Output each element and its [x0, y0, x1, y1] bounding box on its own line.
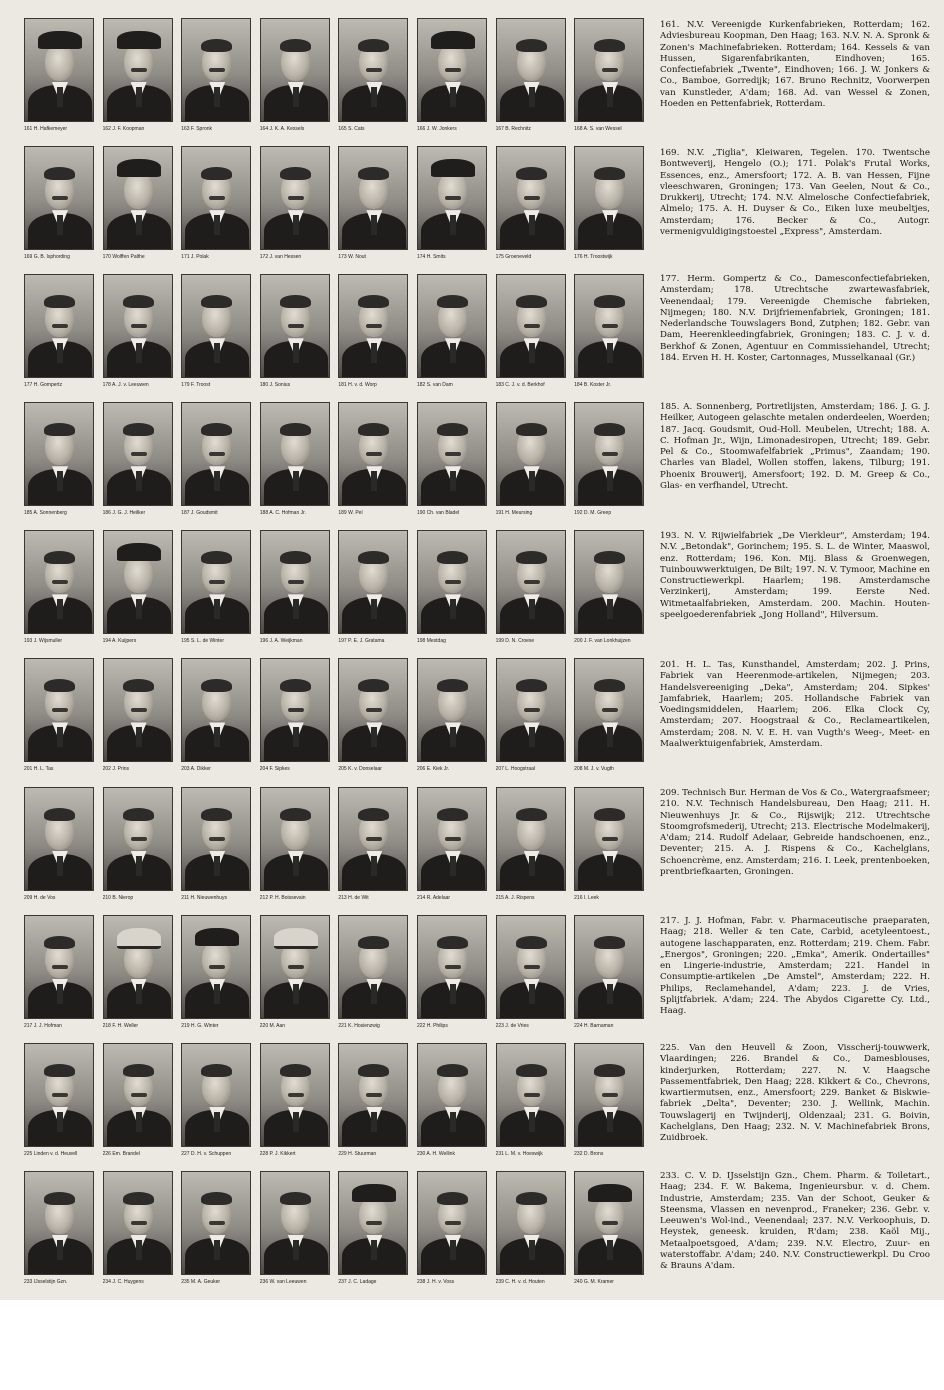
portrait	[574, 274, 644, 391]
portrait-photo	[338, 787, 408, 891]
portrait-photo	[260, 1043, 330, 1147]
portrait-caption: 233 IJsselstijn Gzn.	[24, 1278, 68, 1285]
company-entry: 201. H. L. Tas, Kunsthandel, Amsterdam; 202. J. Prins, Fabriek van Heerenmode-artikelen, Nijmegen; 203. Handelsvereeniging „Deka", Amsterdam; 204. Sipkes' Jamfabriek, Haarlem; 205. Hollandsche Fabriek van Voedingsmiddelen, Haarlem; 206. Elka Clock Cy, Amsterdam; 207. Hoogstraal & Co., Reclameartikelen, Amsterdam; 208. N. V. E. H. van Vugth's Weeg-, Meet- en Maalwerktuigenfabriek, Amsterdam.	[660, 660, 930, 750]
portrait	[417, 18, 487, 135]
portrait-caption: 171 J. Polak	[181, 254, 209, 261]
portrait	[496, 18, 566, 135]
portrait-photo	[574, 146, 644, 250]
portrait	[574, 18, 644, 135]
portrait-photo	[496, 787, 566, 891]
portrait-caption: 235 M. A. Geuker	[181, 1278, 221, 1285]
company-entry: 185. A. Sonnenberg, Portretlijsten, Amsterdam; 186. J. G. J. Heilker, Autogeen gelaschte metalen onderdeelen, Woerden; 187. Jacq. Goudsmit, Oud-Holl. Meubelen, Utrecht; 188. A. C. Hofman Jr., Wijn, Limonadesiropen, Utrecht; 189. Gebr. Pel & Co., Stoomwafelfabriek „Primus", Zaandam; 190. Charles van Bladel, Wollen stoffen, lakens, Tilburg; 191. Phoenix Brouwerij, Amersfoort; 192. D. M. Greep & Co., Glas- en verfhandel, Utrecht.	[660, 402, 930, 492]
portrait	[181, 1171, 251, 1288]
portrait-grid	[24, 18, 644, 1288]
company-entry: 217. J. J. Hofman, Fabr. v. Pharmaceutische praeparaten, Haag; 218. Weller & ten Cate, Carbid, acetyleentoest., autogene laschapparaten, enz. Rotterdam; 219. Chem. Fabr. „Energos", Groningen; 220. „Emka", Amerik. Ondertailles" en Lingerie-industrie, Amsterdam; 221. Handel in Consumptie-artikelen „De Amstel", Amsterdam; 222. H. Philips, Reclamehandel, A'dam; 223. J. de Vries, Splijtfabriek. A'dam; 224. The Abydos Cigarette Cy. Ltd., Haag.	[660, 916, 930, 1017]
portrait	[496, 1043, 566, 1160]
portrait-photo	[260, 1171, 330, 1275]
portrait	[181, 18, 251, 135]
portrait-photo	[24, 1171, 94, 1275]
portrait	[103, 915, 173, 1032]
portrait-caption: 185 A. Sonnenberg	[24, 510, 67, 517]
portrait	[24, 402, 94, 519]
portrait-photo	[574, 530, 644, 634]
portrait-photo	[103, 530, 173, 634]
portrait-caption: 218 F. H. Weller	[102, 1022, 139, 1029]
portrait-photo	[260, 787, 330, 891]
portrait-photo	[24, 915, 94, 1019]
portrait-photo	[338, 658, 408, 762]
portrait	[24, 530, 94, 647]
portrait-caption: 226 Em. Brandel	[102, 1150, 140, 1157]
portrait	[181, 146, 251, 263]
portrait-caption: 190 Ch. van Bladel	[416, 510, 460, 517]
portrait-caption: 237 J. C. Ladage	[338, 1278, 377, 1285]
portrait-photo	[181, 915, 251, 1019]
portrait-caption: 217 J. J. Hofman	[24, 1022, 62, 1029]
portrait	[338, 658, 408, 775]
portrait-caption: 238 J. H. v. Voss	[416, 1278, 455, 1285]
portrait-caption: 224 H. Barnaman	[574, 1022, 614, 1029]
portrait-photo	[338, 274, 408, 378]
portrait	[260, 18, 330, 135]
portrait-caption: 211 H. Nieuwenhuys	[181, 894, 227, 901]
portrait-caption: 212 P. H. Boissevain	[259, 894, 306, 901]
portrait-caption: 181 H. v. d. Worp	[338, 382, 377, 389]
portrait-photo	[103, 915, 173, 1019]
portrait	[338, 915, 408, 1032]
portrait	[24, 915, 94, 1032]
portrait-photo	[574, 915, 644, 1019]
portrait-photo	[103, 1171, 173, 1275]
portrait-photo	[417, 402, 487, 506]
portrait-caption: 221 K. Hosienzwig	[338, 1022, 380, 1029]
portrait	[496, 530, 566, 647]
portrait-caption: 208 M. J. v. Vugth	[574, 766, 614, 773]
portrait	[103, 1171, 173, 1288]
portrait-caption: 198 Mestdag	[416, 638, 446, 645]
portrait	[103, 1043, 173, 1160]
portrait	[103, 146, 173, 263]
portrait-photo	[338, 402, 408, 506]
portrait-caption: 213 H. de Wit	[338, 894, 369, 901]
portrait-photo	[338, 915, 408, 1019]
portrait-photo	[181, 1171, 251, 1275]
portrait	[103, 402, 173, 519]
portrait-caption: 186 J. G. J. Heilker	[102, 510, 146, 517]
portrait-photo	[103, 274, 173, 378]
portrait	[417, 915, 487, 1032]
portrait-photo	[260, 18, 330, 122]
portrait	[260, 530, 330, 647]
portrait-caption: 223 J. de Vries	[495, 1022, 529, 1029]
portrait-photo	[181, 530, 251, 634]
portrait	[260, 915, 330, 1032]
company-entry: 169. N.V. „Tiglia", Kleiwaren, Tegelen. 170. Twentsche Bontweverij, Hengelo (O.); 171. Polak's Frutal Works, Essences, enz., Amersfoort; 172. A. B. van Hessen, Fijne vleeschwaren, Groningen; 173. Van Geelen, Nout & Co., Drukkerij, Utrecht; 174. N.V. Almelosche Confectiefabriek, Almelo; 175. A. H. Duyser & Co., Eiken luxe meubeltjes, Amsterdam; 176. Becker & Co., Autogr. vermenigvuldigingstoestel „Express", Amsterdam.	[660, 148, 930, 238]
portrait	[260, 146, 330, 263]
portrait-photo	[496, 18, 566, 122]
portrait-caption: 173 W. Nout	[338, 254, 366, 261]
portrait-caption: 164 J. K. A. Kessels	[259, 126, 305, 132]
portrait-caption: 207 L. Hoogstraal	[495, 766, 536, 773]
portrait-caption: 210 B. Nierop	[102, 894, 134, 901]
portrait-caption: 205 K. v. Donselaar	[338, 766, 382, 773]
portrait	[181, 274, 251, 391]
portrait	[574, 658, 644, 775]
portrait-caption: 194 A. Kuijpers	[102, 638, 137, 645]
portrait-caption: 189 W. Pel	[338, 510, 363, 517]
portrait	[496, 402, 566, 519]
portrait	[496, 787, 566, 904]
portrait-caption: 183 C. J. v. d. Berkhof	[495, 382, 545, 389]
portrait	[574, 146, 644, 263]
portrait	[24, 787, 94, 904]
portrait	[24, 18, 94, 135]
portrait	[260, 787, 330, 904]
portrait-photo	[338, 1171, 408, 1275]
portrait	[417, 787, 487, 904]
portrait-photo	[181, 658, 251, 762]
portrait-caption: 220 M. Aan	[259, 1022, 286, 1029]
portrait-photo	[496, 530, 566, 634]
portrait-photo	[417, 146, 487, 250]
portrait-caption: 216 I. Leek	[574, 894, 599, 901]
portrait-caption: 188 A. C. Hofman Jr.	[259, 510, 306, 517]
portrait-caption: 178 A. J. v. Leeuwen	[102, 382, 149, 389]
portrait-caption: 174 H. Smits	[416, 254, 446, 261]
portrait-photo	[24, 146, 94, 250]
portrait	[417, 1043, 487, 1160]
portrait-caption: 234 J. C. Huygens	[102, 1278, 144, 1285]
portrait-photo	[574, 18, 644, 122]
portrait-photo	[338, 1043, 408, 1147]
portrait-photo	[181, 787, 251, 891]
portrait-caption: 200 J. F. van Lonkhuijzen	[574, 638, 631, 645]
portrait-photo	[24, 274, 94, 378]
portrait-caption: 202 J. Prins	[102, 766, 129, 773]
portrait	[181, 1043, 251, 1160]
portrait-caption: 214 R. Adelaar	[416, 894, 451, 901]
portrait-caption: 231 L. M. v. Hoeswijk	[495, 1150, 543, 1157]
portrait	[574, 1171, 644, 1288]
portrait-caption: 182 S. van Dam	[416, 382, 453, 389]
portrait-caption: 215 A. J. Rispens	[495, 894, 535, 901]
portrait-photo	[181, 18, 251, 122]
portrait	[417, 274, 487, 391]
portrait-caption: 172 J. van Hessen	[259, 254, 302, 261]
portrait-caption: 165 S. Cats	[338, 126, 365, 132]
portrait-photo	[574, 274, 644, 378]
portrait-photo	[496, 1171, 566, 1275]
portrait-caption: 201 H. L. Tas	[24, 766, 54, 773]
portrait	[24, 274, 94, 391]
portrait-photo	[260, 274, 330, 378]
portrait-caption: 197 P. E. J. Gratama	[338, 638, 385, 645]
portrait-caption: 176 H. Troostwijk	[574, 254, 613, 261]
portrait-photo	[260, 402, 330, 506]
company-entry: 177. Herm. Gompertz & Co., Damesconfectiefabrieken, Amsterdam; 178. Utrechtsche zwartewasfabriek, Veenendaal; 179. Vereenigde Chemische fabrieken, Nijmegen; 180. N.V. Drijfriemenfabriek, Groningen; 181. Nederlandsche Touwslagers Bond, Zutphen; 182. Gebr. van Dam, Heerenkleedingfabriek, Groningen; 183. C. J. v. d. Berkhof & Zonen, Agentuur en Commissiehandel, Utrecht; 184. Erven H. H. Koster, Cartonnages, Musselkanaal (Gr.)	[660, 274, 930, 364]
portrait-caption: 225 Linden v. d. Heuvell	[24, 1150, 78, 1157]
portrait-caption: 229 H. Stuurman	[338, 1150, 377, 1157]
portrait	[496, 1171, 566, 1288]
portrait-caption: 184 B. Koster Jr.	[574, 382, 612, 389]
portrait-caption: 166 J. W. Jonkers	[416, 126, 457, 132]
portrait-photo	[260, 658, 330, 762]
portrait	[181, 530, 251, 647]
portrait-caption: 167 B. Rechnitz	[495, 126, 531, 132]
portrait-photo	[181, 402, 251, 506]
portrait-photo	[574, 402, 644, 506]
portrait-photo	[496, 915, 566, 1019]
portrait-photo	[103, 18, 173, 122]
portrait-photo	[496, 274, 566, 378]
portrait-caption: 199 D. N. Croese	[495, 638, 535, 645]
portrait-caption: 195 S. L. de Winter	[181, 638, 224, 645]
portrait	[338, 1043, 408, 1160]
portrait-photo	[496, 658, 566, 762]
portrait-caption: 227 D. H. v. Schuppen	[181, 1150, 232, 1157]
portrait-photo	[417, 1171, 487, 1275]
portrait	[260, 402, 330, 519]
portrait-photo	[24, 658, 94, 762]
portrait-photo	[260, 915, 330, 1019]
portrait	[496, 146, 566, 263]
portrait-photo	[181, 1043, 251, 1147]
portrait	[338, 1171, 408, 1288]
portrait-photo	[417, 787, 487, 891]
portrait-photo	[103, 658, 173, 762]
portrait	[574, 915, 644, 1032]
portrait-caption: 192 D. M. Greep	[574, 510, 612, 517]
portrait-caption: 209 H. de Vos	[24, 894, 56, 901]
portrait-caption: 239 C. H. v. d. Houten	[495, 1278, 545, 1285]
portrait-photo	[496, 402, 566, 506]
portrait	[103, 787, 173, 904]
portrait-photo	[24, 18, 94, 122]
portrait-caption: 187 J. Goudsmit	[181, 510, 218, 517]
portrait-caption: 206 E. Kiek Jr.	[416, 766, 450, 773]
portrait-photo	[338, 18, 408, 122]
portrait-photo	[417, 530, 487, 634]
company-entry: 193. N. V. Rijwielfabriek „De Vierkleur", Amsterdam; 194. N.V. „Betondak", Gorinchem; 195. S. L. de Winter, Maaswol, enz. Rotterdam; 196. Kon. Mij. Blass & Groenwegen, Tuinbouwwerktuigen, De Bilt; 197. N. V. Tymoor, Machine en Constructiewerkpl. Haarlem; 198. Amsterdamsche Verzinkerij, Amsterdam; 199. Eerste Ned. Witmetaalfabrieken, Amsterdam. 200. Machin. Houten-speelgoederenfabriek „Jong Holland", Hilversum.	[660, 531, 930, 621]
portrait-caption: 169 G. B. Isphording	[24, 254, 70, 261]
portrait-photo	[496, 1043, 566, 1147]
portrait	[574, 1043, 644, 1160]
portrait-photo	[260, 530, 330, 634]
portrait-photo	[338, 530, 408, 634]
portrait	[338, 18, 408, 135]
portrait	[496, 915, 566, 1032]
portrait-photo	[181, 274, 251, 378]
portrait-caption: 179 F. Troost	[181, 382, 211, 389]
portrait	[181, 915, 251, 1032]
portrait	[103, 530, 173, 647]
portrait	[24, 1171, 94, 1288]
portrait	[417, 402, 487, 519]
portrait-caption: 240 G. M. Kramer	[574, 1278, 614, 1285]
portrait-photo	[574, 1043, 644, 1147]
portrait-caption: 222 H. Philips	[416, 1022, 448, 1029]
portrait	[260, 658, 330, 775]
portrait	[574, 402, 644, 519]
portrait-caption: 163 F. Spronk	[181, 126, 213, 132]
portrait-caption: 170 Wolffen Palthe	[102, 254, 145, 261]
portrait	[260, 1171, 330, 1288]
portrait-caption: 161 H. Hafkemeyer	[24, 126, 68, 132]
portrait-caption: 230 A. H. Wellink	[416, 1150, 455, 1157]
portrait	[24, 1043, 94, 1160]
portrait	[417, 1171, 487, 1288]
portrait	[181, 658, 251, 775]
portrait-caption: 204 F. Sipkes	[259, 766, 290, 773]
portrait	[103, 658, 173, 775]
portrait	[103, 18, 173, 135]
portrait-caption: 177 H. Gompertz	[24, 382, 63, 389]
portrait-photo	[417, 1043, 487, 1147]
portrait-caption: 219 H. G. Winter	[181, 1022, 219, 1029]
portrait	[417, 530, 487, 647]
portrait	[338, 787, 408, 904]
portrait-photo	[417, 915, 487, 1019]
company-entry: 225. Van den Heuvell & Zoon, Visscherij-touwwerk, Vlaardingen; 226. Brandel & Co., Damesblouses, kinderjurken, Rotterdam; 227. N. V. Haagsche Passementfabriek, Den Haag; 228. Kikkert & Co., Chevrons, kwartiermutsen, enz., Amersfoort; 229. Banket & Biskwie-fabriek „Delta", Deventer; 230. J. Wellink, Machin. Touwslagerij en Twijnderij, Oldenzaal; 231. G. Boivin, Kachelglans, Den Haag; 232. N. V. Machinefabriek Brons, Zuidbroek.	[660, 1043, 930, 1144]
portrait	[417, 146, 487, 263]
portrait-caption: 196 J. A. Weijkman	[259, 638, 303, 645]
portrait-photo	[417, 274, 487, 378]
portrait-caption: 180 J. Sonius	[259, 382, 291, 389]
portrait	[181, 402, 251, 519]
portrait-photo	[496, 146, 566, 250]
portrait-caption: 168 A. S. van Wessel	[574, 126, 622, 132]
portrait	[260, 1043, 330, 1160]
portrait	[338, 402, 408, 519]
portrait-photo	[417, 18, 487, 122]
portrait-photo	[574, 1171, 644, 1275]
portrait-caption: 228 P. J. Kikkert	[259, 1150, 296, 1157]
company-entry: 233. C. V. D. IJsselstijn Gzn., Chem. Pharm. & Toiletart., Haag; 234. F. W. Bakema, Ingenieursbur. v. d. Chem. Industrie, Amsterdam; 235. Van der Schoot, Geuker & Steensma, Vlassen en nevenprod., Franeker; 236. Gebr. v. Leeuwen's Wol-ind., Veenendaal; 237. N.V. Verkoophuis, D. Heystek, geneesk. kruiden, R'dam; 238. Kaöl Mij., Metaalpoetsgoed, A'dam; 239. N.V. Electro, Zuur- en waterstoffabr. A'dam; 240. N.V. Constructiewerkpl. Du Croo & Brauns A'dam.	[660, 1171, 930, 1272]
portrait-photo	[417, 658, 487, 762]
portrait-photo	[103, 787, 173, 891]
portrait-caption: 236 W. van Leeuwen	[259, 1278, 307, 1285]
portrait	[496, 658, 566, 775]
portrait-caption: 232 D. Brons	[574, 1150, 604, 1157]
portrait	[338, 274, 408, 391]
portrait-photo	[24, 402, 94, 506]
portrait	[574, 787, 644, 904]
portrait-caption: 162 J. F. Koopman	[102, 126, 145, 132]
portrait	[338, 146, 408, 263]
portrait	[260, 274, 330, 391]
portrait-caption: 191 H. Meursing	[495, 510, 533, 517]
portrait-photo	[103, 1043, 173, 1147]
company-entry: 209. Technisch Bur. Herman de Vos & Co., Watergraafsmeer; 210. N.V. Technisch Handelsbureau, Den Haag; 211. H. Nieuwenhuys Jr. & Co., Rijswijk; 212. Utrechtsche Stoomgrofsmederij, Utrecht; 213. Electrische Modelmakerij, A'dam; 214. Rudolf Adelaar, Gebreide handschoenen, enz., Deventer; 215. A. J. Rispens & Co., Kachelglans, Schoencrème, enz. Amsterdam; 216. I. Leek, prentenboeken, prentbriefkaarten, Groningen.	[660, 788, 930, 878]
portrait-caption: 203 A. Dikker	[181, 766, 211, 773]
portrait-photo	[338, 146, 408, 250]
portrait-caption: 175 Groeneveld	[495, 254, 532, 261]
portrait	[574, 530, 644, 647]
portrait	[338, 530, 408, 647]
portrait-photo	[574, 787, 644, 891]
portrait-photo	[103, 146, 173, 250]
portrait-photo	[24, 1043, 94, 1147]
portrait-caption: 193 J. Wijsmuller	[24, 638, 63, 645]
portrait	[496, 274, 566, 391]
portrait-photo	[24, 787, 94, 891]
portrait	[417, 658, 487, 775]
portrait	[24, 658, 94, 775]
company-entry: 161. N.V. Vereenigde Kurkenfabrieken, Rotterdam; 162. Adviesbureau Koopman, Den Haag; 163. N.V. N. A. Spronk & Zonen's Machinefabrieken. Rotterdam; 164. Kessels & van Hussen, Sigarenfabrikanten, Eindhoven; 165. Confectiefabriek „Twente", Eindhoven; 166. J. W. Jonkers & Co., Bamboe, Gorredijk; 167. Bruno Rechnitz, Voorwerpen van Kunstleder, A'dam; 168. Ad. van Wessel & Zonen, Hoeden en Pettenfabriek, Rotterdam.	[660, 20, 930, 110]
portrait	[181, 787, 251, 904]
portrait-photo	[181, 146, 251, 250]
portrait-photo	[24, 530, 94, 634]
portrait-photo	[260, 146, 330, 250]
portrait-photo	[574, 658, 644, 762]
portrait-photo	[103, 402, 173, 506]
portrait	[24, 146, 94, 263]
portrait	[103, 274, 173, 391]
